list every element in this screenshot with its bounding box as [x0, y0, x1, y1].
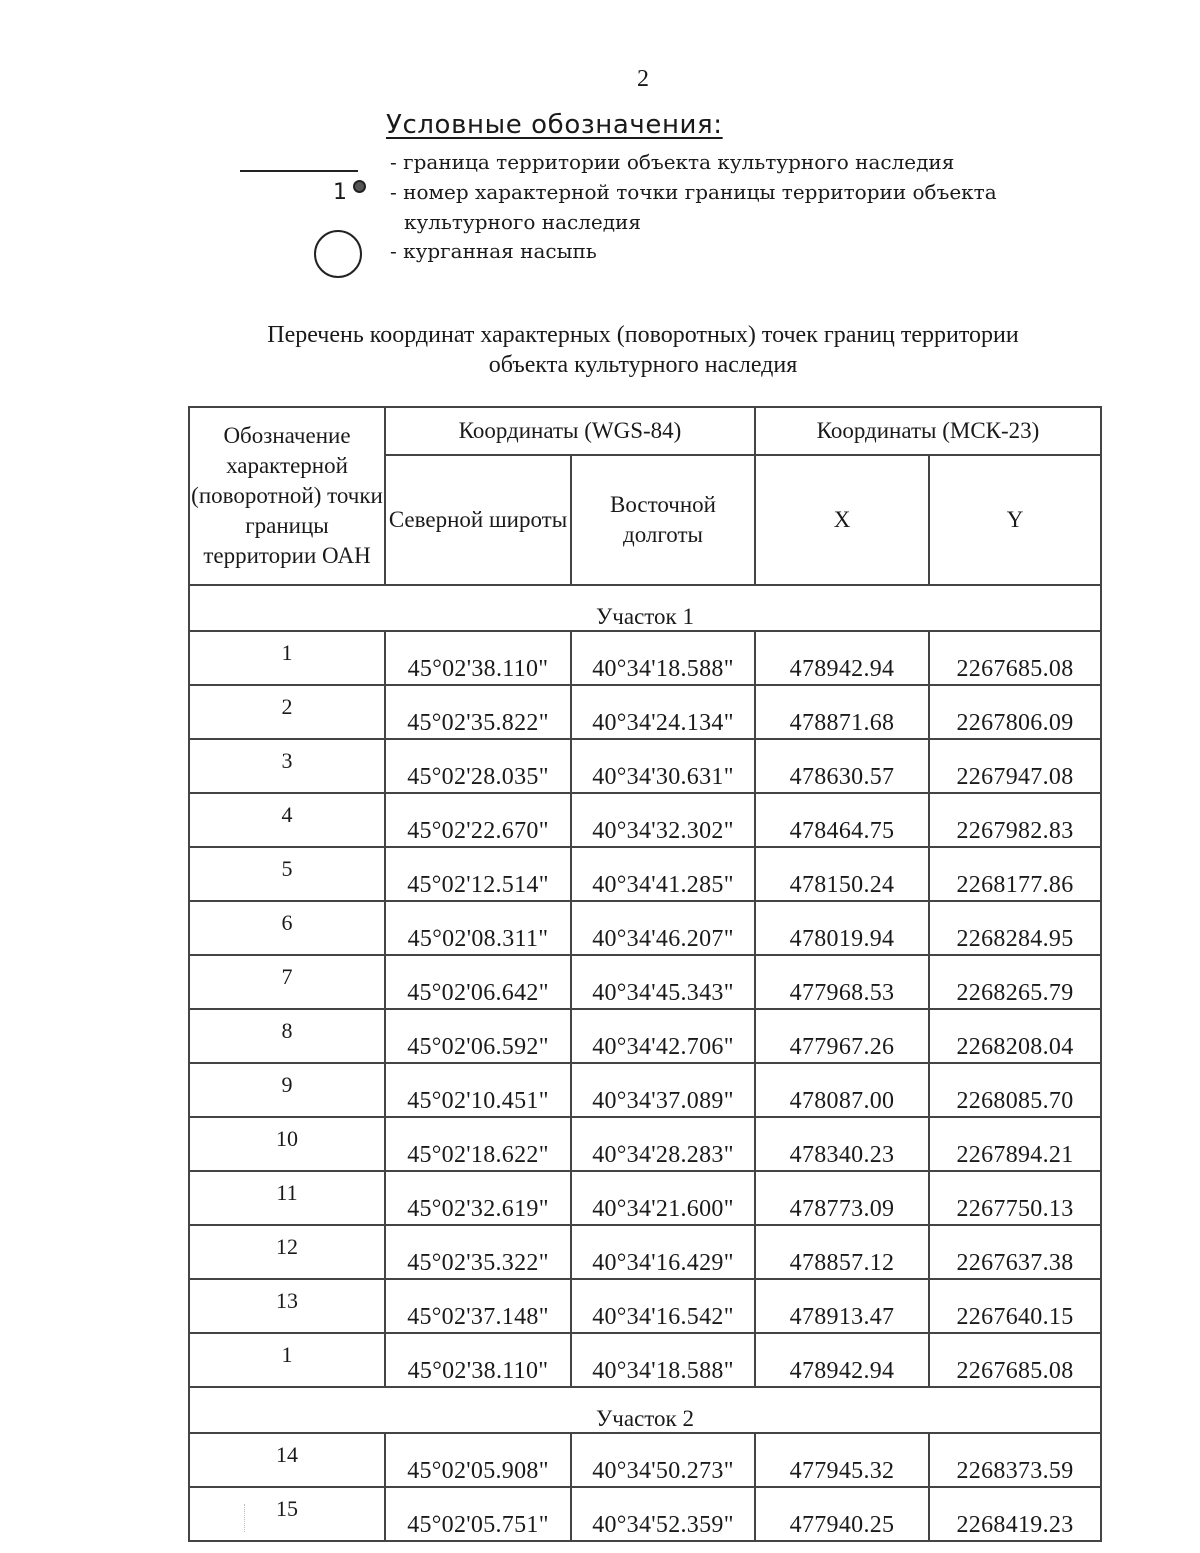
cell-longitude: 40°34'45.343": [571, 955, 755, 1009]
cell-latitude: 45°02'18.622": [385, 1117, 571, 1171]
header-x: X: [755, 455, 929, 585]
cell-y: 2267685.08: [929, 1333, 1101, 1387]
cell-point-number: 12: [189, 1225, 385, 1279]
cell-x: 477967.26: [755, 1009, 929, 1063]
scan-artifact: [244, 1504, 248, 1532]
cell-latitude: 45°02'35.322": [385, 1225, 571, 1279]
cell-y: 2267894.21: [929, 1117, 1101, 1171]
cell-point-number: 4: [189, 793, 385, 847]
cell-longitude: 40°34'41.285": [571, 847, 755, 901]
point-dot-icon: [353, 180, 366, 193]
cell-x: 478857.12: [755, 1225, 929, 1279]
table-row: [189, 847, 1101, 901]
cell-longitude: 40°34'37.089": [571, 1063, 755, 1117]
cell-y: 2267947.08: [929, 739, 1101, 793]
header-msk23: Координаты (МСК-23): [755, 407, 1101, 455]
section-row: [189, 1387, 1101, 1433]
cell-longitude: 40°34'30.631": [571, 739, 755, 793]
section-row: [189, 585, 1101, 631]
header-point-designation: Обозначение характерной (поворотной) точки границы территории ОАН: [189, 407, 385, 585]
section-title: Участок 2: [189, 1387, 1101, 1433]
cell-point-number: 3: [189, 739, 385, 793]
table-row: [189, 1487, 1101, 1541]
cell-longitude: 40°34'46.207": [571, 901, 755, 955]
cell-point-number: 5: [189, 847, 385, 901]
cell-latitude: 45°02'35.822": [385, 685, 571, 739]
mound-circle-icon: [314, 230, 362, 278]
cell-y: 2268177.86: [929, 847, 1101, 901]
cell-x: 478630.57: [755, 739, 929, 793]
cell-latitude: 45°02'12.514": [385, 847, 571, 901]
cell-y: 2268284.95: [929, 901, 1101, 955]
cell-point-number: 8: [189, 1009, 385, 1063]
table-row: [189, 1433, 1101, 1487]
cell-y: 2267982.83: [929, 793, 1101, 847]
section-title: Участок 1: [189, 585, 1101, 631]
cell-x: 478773.09: [755, 1171, 929, 1225]
table-row: [189, 1009, 1101, 1063]
header-y: Y: [929, 455, 1101, 585]
cell-y: 2268208.04: [929, 1009, 1101, 1063]
header-north-latitude: Северной широты: [385, 455, 571, 585]
cell-x: 478019.94: [755, 901, 929, 955]
cell-x: 478340.23: [755, 1117, 929, 1171]
cell-longitude: 40°34'50.273": [571, 1433, 755, 1487]
cell-longitude: 40°34'16.429": [571, 1225, 755, 1279]
table-row: [189, 739, 1101, 793]
cell-point-number: 7: [189, 955, 385, 1009]
boundary-point-icon: [333, 180, 366, 206]
cell-latitude: 45°02'05.908": [385, 1433, 571, 1487]
cell-y: 2267685.08: [929, 631, 1101, 685]
cell-point-number: 13: [189, 1279, 385, 1333]
header-east-longitude: Восточной долготы: [571, 455, 755, 585]
cell-point-number: 14: [189, 1433, 385, 1487]
cell-latitude: 45°02'38.110": [385, 631, 571, 685]
table-row: [189, 631, 1101, 685]
cell-latitude: 45°02'05.751": [385, 1487, 571, 1541]
coordinates-list-title: [0, 320, 1200, 380]
cell-longitude: 40°34'18.588": [571, 1333, 755, 1387]
cell-latitude: 45°02'10.451": [385, 1063, 571, 1117]
cell-latitude: 45°02'28.035": [385, 739, 571, 793]
cell-x: 478087.00: [755, 1063, 929, 1117]
legend-item-boundary: - граница территории объекта культурного наследия: [390, 150, 955, 174]
legend-item-mound: - курганная насыпь: [390, 239, 597, 263]
cell-longitude: 40°34'18.588": [571, 631, 755, 685]
cell-latitude: 45°02'37.148": [385, 1279, 571, 1333]
cell-point-number: 1: [189, 1333, 385, 1387]
table-row: [189, 901, 1101, 955]
coordinates-list-title-line1: Перечень координат характерных (поворотных) точек границ территории: [267, 322, 1019, 348]
cell-latitude: 45°02'22.670": [385, 793, 571, 847]
cell-x: 477968.53: [755, 955, 929, 1009]
table-row: [189, 1333, 1101, 1387]
cell-y: 2268085.70: [929, 1063, 1101, 1117]
table-body: [189, 585, 1101, 1541]
cell-latitude: 45°02'32.619": [385, 1171, 571, 1225]
cell-x: 478150.24: [755, 847, 929, 901]
boundary-line-icon: [240, 170, 358, 172]
table-row: [189, 793, 1101, 847]
table-row: [189, 1225, 1101, 1279]
cell-longitude: 40°34'42.706": [571, 1009, 755, 1063]
cell-longitude: 40°34'21.600": [571, 1171, 755, 1225]
cell-point-number: 2: [189, 685, 385, 739]
cell-y: 2268265.79: [929, 955, 1101, 1009]
cell-x: 478464.75: [755, 793, 929, 847]
cell-latitude: 45°02'38.110": [385, 1333, 571, 1387]
table-row: [189, 955, 1101, 1009]
cell-x: 478871.68: [755, 685, 929, 739]
legend-item-point-text: - номер характерной точки границы территории объекта: [390, 180, 997, 204]
cell-point-number: 6: [189, 901, 385, 955]
cell-y: 2267637.38: [929, 1225, 1101, 1279]
cell-longitude: 40°34'32.302": [571, 793, 755, 847]
legend-title: Условные обозначения:: [386, 110, 723, 140]
table-row: [189, 1279, 1101, 1333]
cell-y: 2268419.23: [929, 1487, 1101, 1541]
coordinates-list-title-line2: объекта культурного наследия: [488, 352, 798, 378]
cell-point-number: 9: [189, 1063, 385, 1117]
table-row: [189, 1063, 1101, 1117]
cell-latitude: 45°02'08.311": [385, 901, 571, 955]
cell-latitude: 45°02'06.642": [385, 955, 571, 1009]
cell-longitude: 40°34'16.542": [571, 1279, 755, 1333]
cell-x: 478942.94: [755, 631, 929, 685]
table-header: [189, 407, 1101, 585]
cell-point-number: 1: [189, 631, 385, 685]
table-row: [189, 1117, 1101, 1171]
cell-point-number: 10: [189, 1117, 385, 1171]
page-number: 2: [637, 66, 649, 92]
cell-y: 2267640.15: [929, 1279, 1101, 1333]
cell-latitude: 45°02'06.592": [385, 1009, 571, 1063]
table-row: [189, 685, 1101, 739]
cell-longitude: 40°34'52.359": [571, 1487, 755, 1541]
cell-y: 2267806.09: [929, 685, 1101, 739]
cell-y: 2267750.13: [929, 1171, 1101, 1225]
cell-x: 478913.47: [755, 1279, 929, 1333]
legend-item-point: [390, 177, 997, 237]
cell-y: 2268373.59: [929, 1433, 1101, 1487]
point-number-label: 1: [333, 180, 347, 205]
cell-point-number: 11: [189, 1171, 385, 1225]
cell-longitude: 40°34'28.283": [571, 1117, 755, 1171]
cell-x: 477945.32: [755, 1433, 929, 1487]
cell-x: 478942.94: [755, 1333, 929, 1387]
legend-item-point-text-cont: культурного наследия: [404, 210, 642, 234]
coordinates-table: [188, 406, 1102, 1542]
cell-point-number: 15: [189, 1487, 385, 1541]
cell-longitude: 40°34'24.134": [571, 685, 755, 739]
table-row: [189, 1171, 1101, 1225]
header-wgs84: Координаты (WGS-84): [385, 407, 755, 455]
cell-x: 477940.25: [755, 1487, 929, 1541]
